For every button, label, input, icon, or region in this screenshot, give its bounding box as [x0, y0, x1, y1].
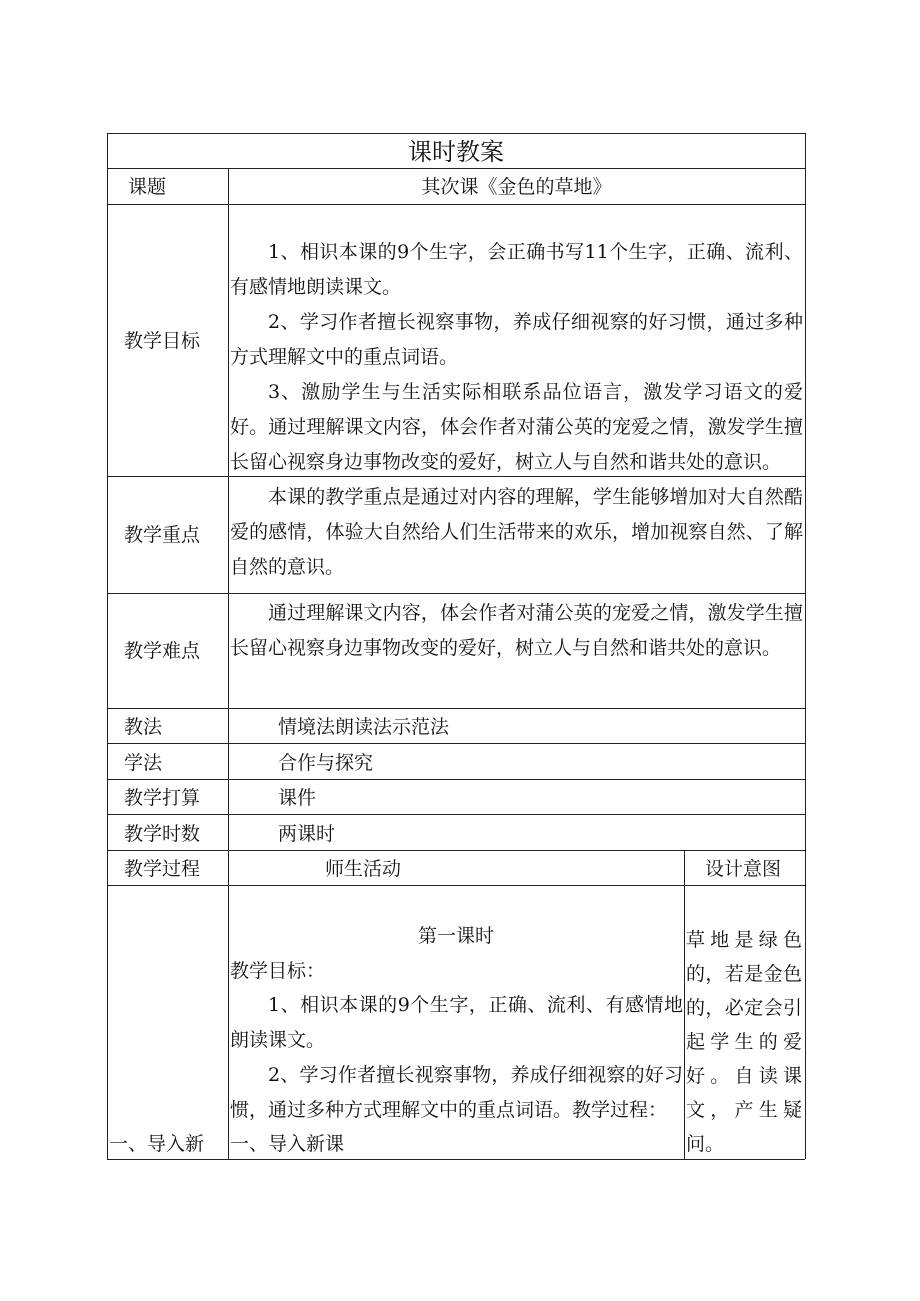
- method-value: 情境法朗读法示范法: [278, 716, 450, 738]
- intent-paragraph: 草地是绿色的，若是金色的，必定会引起学生的爱好。自读课文，产生疑问。: [686, 929, 802, 1155]
- prep-value: 课件: [278, 787, 317, 809]
- key-points-text: [230, 480, 803, 592]
- difficulties-text: [230, 596, 803, 708]
- process-label: 教学过程: [124, 858, 201, 880]
- study-label: 学法: [124, 752, 163, 774]
- objective-item: 3、激励学生与生活实际相联系品位语言，激发学习语文的爱好。通过理解课文内容，体会作者对蒲公英的宠爱之情，激发学生擅长留心视察身边事物改变的爱好，树立人与自然和谐共处的意识。: [230, 381, 803, 473]
- step-1: 一、导入新课: [230, 1133, 345, 1155]
- goal-item: 1、相识本课的9个生字，正确、流利、有感情地朗读课文。: [230, 994, 683, 1051]
- subject-value: 其次课《金色的草地》: [421, 176, 612, 198]
- difficulties-label: 教学难点: [124, 640, 201, 662]
- objective-item: 1、相识本课的9个生字，会正确书写11个生字，正确、流利、有感情地朗读课文。: [230, 241, 803, 298]
- objectives-label: 教学目标: [124, 330, 201, 352]
- intent-header: 设计意图: [705, 858, 782, 880]
- subject-label: 课题: [128, 176, 167, 198]
- key-points-label: 教学重点: [124, 524, 201, 546]
- lesson-title: 第一课时: [417, 925, 494, 947]
- method-label: 教法: [124, 716, 163, 738]
- prep-label: 教学打算: [124, 787, 201, 809]
- study-value: 合作与探究: [278, 752, 374, 774]
- hours-value: 两课时: [278, 823, 336, 845]
- activity-header: 师生活动: [325, 858, 402, 880]
- process-step-label: 一、导入新: [109, 1133, 205, 1155]
- intent-text: [686, 923, 802, 1159]
- key-points-paragraph: 本课的教学重点是通过对内容的理解，学生能够增加对大自然酷爱的感情，体验大自然给人们生活带来的欢乐，增加视察自然、了解自然的意识。: [230, 486, 803, 578]
- difficulties-paragraph: 通过理解课文内容，体会作者对蒲公英的宠爱之情，激发学生擅长留心视察身边事物改变的爱好，树立人与自然和谐共处的意识。: [230, 602, 803, 659]
- hours-label: 教学时数: [124, 823, 201, 845]
- goals-label: 教学目标：: [230, 960, 326, 982]
- page-title: 课时教案: [408, 138, 504, 166]
- objectives-text: [230, 235, 803, 476]
- process-goals: [230, 988, 683, 1128]
- goal-item: 2、学习作者擅长视察事物，养成仔细视察的好习惯，通过多种方式理解文中的重点词语。教学过程：: [230, 1064, 683, 1121]
- objective-item: 2、学习作者擅长视察事物，养成仔细视察的好习惯，通过多种方式理解文中的重点词语。: [230, 311, 803, 368]
